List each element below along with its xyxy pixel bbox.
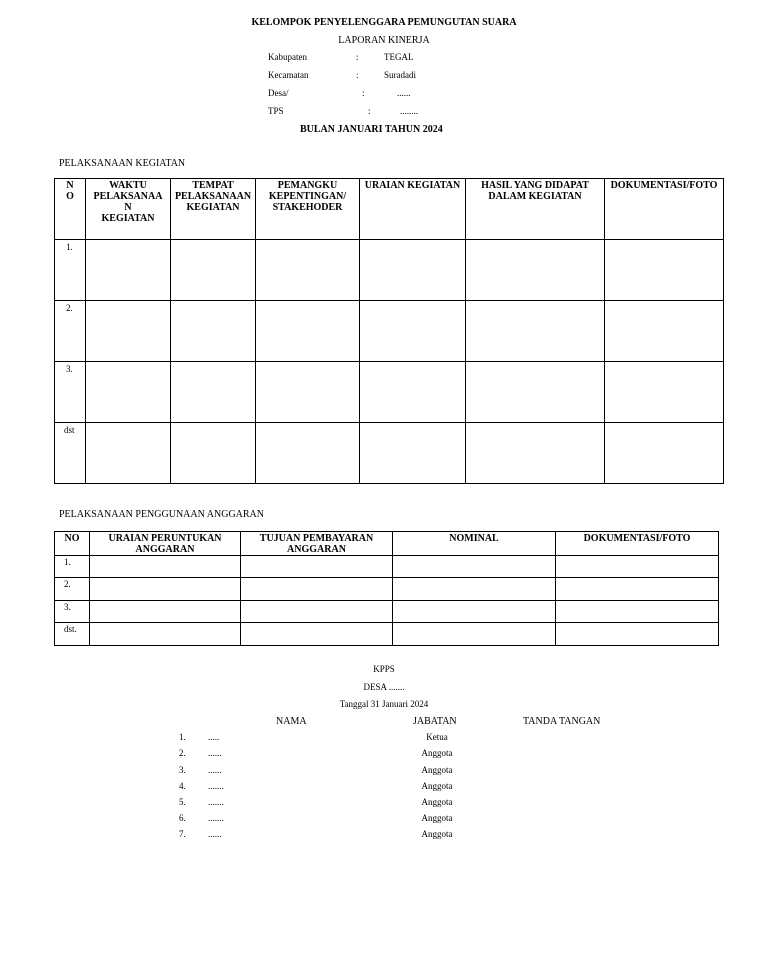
field-label-kecamatan: Kecamatan [268, 70, 309, 80]
row-number: dst. [55, 623, 90, 646]
member-name: ...... [208, 765, 222, 775]
table-row [55, 423, 724, 484]
section-title-kegiatan: PELAKSANAAN KEGIATAN [59, 158, 186, 169]
field-value-desa: ...... [397, 88, 411, 98]
field-value-kabupaten: TEGAL [384, 52, 414, 62]
anggaran-table [54, 531, 719, 646]
member-role: Anggota [421, 829, 453, 839]
member-number: 5. [179, 797, 186, 807]
table-header-row [55, 532, 719, 556]
table-row [55, 556, 719, 578]
col-header-uraian-peruntukan: URAIAN PERUNTUKAN ANGGARAN [90, 532, 241, 556]
col-header-waktu: WAKTU PELAKSANAA N KEGIATAN [86, 179, 171, 240]
member-name: ....... [208, 813, 224, 823]
member-number: 1. [179, 732, 186, 742]
table-row [55, 362, 724, 423]
member-name: ..... [208, 732, 220, 742]
footer-desa: DESA ....... [363, 682, 405, 692]
col-header-dokumentasi: DOKUMENTASI/FOTO [605, 179, 724, 240]
document-title: KELOMPOK PENYELENGGARA PEMUNGUTAN SUARA [251, 17, 517, 28]
field-sep: : [368, 106, 371, 116]
row-number: 3. [55, 601, 90, 623]
table-row [55, 623, 719, 646]
table-header-row [55, 179, 724, 240]
field-sep: : [362, 88, 365, 98]
member-name: ...... [208, 748, 222, 758]
row-number: 2. [55, 578, 90, 601]
member-name: ...... [208, 829, 222, 839]
member-number: 3. [179, 765, 186, 775]
member-role: Anggota [421, 765, 453, 775]
col-header-uraian: URAIAN KEGIATAN [360, 179, 466, 240]
field-label-kabupaten: Kabupaten [268, 52, 307, 62]
column-label-tanda-tangan: TANDA TANGAN [523, 716, 601, 727]
row-number: 1. [55, 240, 86, 301]
report-period: BULAN JANUARI TAHUN 2024 [300, 124, 443, 135]
member-number: 6. [179, 813, 186, 823]
footer-org: KPPS [373, 664, 395, 674]
member-name: ....... [208, 797, 224, 807]
document-subtitle: LAPORAN KINERJA [338, 35, 430, 46]
section-title-anggaran: PELAKSANAAN PENGGUNAAN ANGGARAN [59, 509, 265, 520]
row-number: 1. [55, 556, 90, 578]
table-row [55, 578, 719, 601]
member-number: 2. [179, 748, 186, 758]
row-number: 3. [55, 362, 86, 423]
field-label-tps: TPS [268, 106, 284, 116]
col-header-nominal: NOMINAL [393, 532, 556, 556]
kegiatan-table [54, 178, 724, 484]
table-row [55, 240, 724, 301]
col-header-no: NO [55, 532, 90, 556]
member-role: Ketua [426, 732, 448, 742]
member-name: ....... [208, 781, 224, 791]
col-header-dokumentasi: DOKUMENTASI/FOTO [556, 532, 719, 556]
field-value-tps: ........ [400, 106, 418, 116]
table-row [55, 601, 719, 623]
field-sep: : [356, 70, 359, 80]
member-role: Anggota [421, 781, 453, 791]
column-label-jabatan: JABATAN [413, 716, 457, 727]
member-number: 4. [179, 781, 186, 791]
col-header-hasil: HASIL YANG DIDAPAT DALAM KEGIATAN [466, 179, 605, 240]
row-number: 2. [55, 301, 86, 362]
col-header-tujuan-pembayaran: TUJUAN PEMBAYARAN ANGGARAN [241, 532, 393, 556]
field-sep: : [356, 52, 359, 62]
member-number: 7. [179, 829, 186, 839]
table-row [55, 301, 724, 362]
col-header-tempat: TEMPAT PELAKSANAAN KEGIATAN [171, 179, 256, 240]
member-role: Anggota [421, 797, 453, 807]
field-value-kecamatan: Suradadi [384, 70, 416, 80]
col-header-no: N O [55, 179, 86, 240]
footer-date: Tanggal 31 Januari 2024 [339, 699, 429, 709]
column-label-nama: NAMA [276, 716, 307, 727]
col-header-pemangku: PEMANGKU KEPENTINGAN/ STAKEHODER [256, 179, 360, 240]
field-label-desa: Desa/ [268, 88, 289, 98]
member-role: Anggota [421, 813, 453, 823]
row-number: dst [55, 423, 86, 484]
member-role: Anggota [421, 748, 453, 758]
